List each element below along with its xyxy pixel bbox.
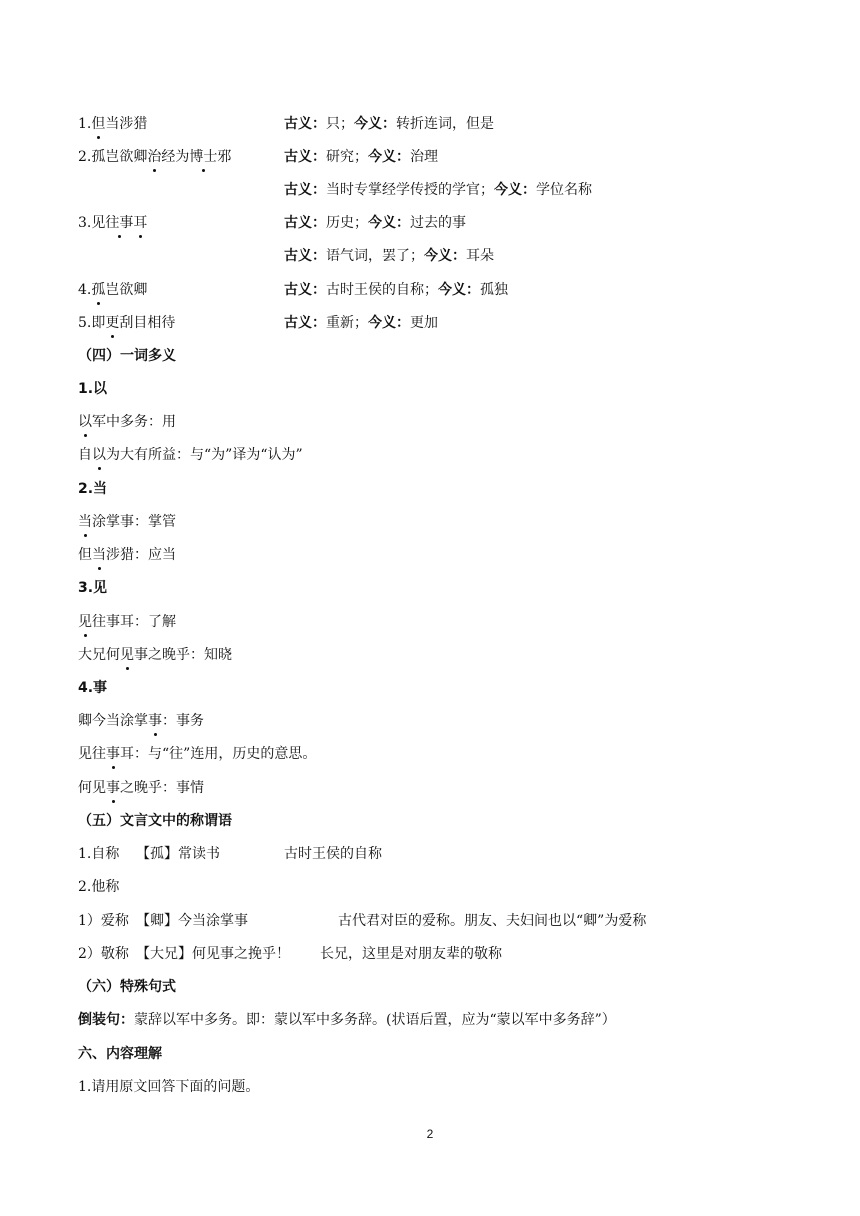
jingcheng-label: 2）敬称 (78, 946, 129, 962)
part-6-heading: 六、内容理解 (78, 1046, 162, 1062)
aicheng-meaning: 古代君对臣的爱称。朋友、夫妇间也以“卿”为爱称 (338, 913, 647, 929)
gujin-meaning-2: 古义：研究；今义：治理 (284, 149, 438, 165)
polysemy-line: 自以为大有所益：与“为”译为“认为” (78, 447, 303, 463)
gujin-word-3: 3.见往事耳 (78, 215, 148, 231)
polysemy-head-1: 1.以 (78, 381, 108, 397)
section-5-heading: （五）文言文中的称谓语 (78, 813, 232, 829)
polysemy-line: 当涂掌事：掌管 (78, 514, 176, 530)
question-1: 1.请用原文回答下面的问题。 (78, 1079, 260, 1095)
polysemy-head-2: 2.当 (78, 481, 108, 497)
gujin-word-5: 5.即更刮目相待 (78, 315, 176, 331)
polysemy-head-4: 4.事 (78, 680, 108, 696)
tacheng-label: 2.他称 (78, 879, 120, 895)
polysemy-line: 何见事之晚乎：事情 (78, 780, 204, 796)
gujin-meaning-1: 古义：只；今义：转折连词，但是 (284, 116, 494, 132)
polysemy-line: 但当涉猎：应当 (78, 547, 176, 563)
gujin-word-1: 1.但当涉猎 (78, 116, 148, 132)
section-6-heading: （六）特殊句式 (78, 979, 176, 995)
jingcheng-example: 【大兄】何见事之挽乎！ (136, 946, 290, 962)
polysemy-line: 卿今当涂掌事：事务 (78, 713, 204, 729)
gujin-meaning-4: 古义：古时王侯的自称；今义：孤独 (284, 282, 508, 298)
zicheng-meaning: 古时王侯的自称 (284, 846, 382, 862)
polysemy-line: 以军中多务：用 (78, 414, 176, 430)
polysemy-line: 大兄何见事之晚乎：知晓 (78, 647, 232, 663)
polysemy-head-3: 3.见 (78, 580, 108, 596)
polysemy-line: 见往事耳：与“往”连用，历史的意思。 (78, 746, 317, 762)
gujin-meaning-5: 古义：重新；今义：更加 (284, 315, 438, 331)
page-number: 2 (426, 1127, 434, 1141)
gujin-word-4: 4.孤岂欲卿 (78, 282, 148, 298)
gujin-word-2: 2.孤岂欲卿治经为博士邪 (78, 149, 232, 165)
zicheng-label: 1.自称 (78, 846, 120, 862)
aicheng-example: 【卿】今当涂掌事 (136, 913, 248, 929)
aicheng-label: 1）爱称 (78, 913, 129, 929)
gujin-meaning-3b: 古义：语气词，罢了；今义：耳朵 (284, 248, 494, 264)
jingcheng-meaning: 长兄，这里是对朋友辈的敬称 (320, 946, 502, 962)
inversion-sentence: 倒装句：蒙辞以军中多务。即：蒙以军中多务辞。(状语后置，应为“蒙以军中多务辞”） (78, 1012, 616, 1028)
section-4-heading: （四）一词多义 (78, 348, 176, 364)
zicheng-example: 【孤】常读书 (136, 846, 220, 862)
gujin-meaning-3: 古义：历史；今义：过去的事 (284, 215, 466, 231)
gujin-meaning-2b: 古义：当时专掌经学传授的学官；今义：学位名称 (284, 182, 592, 198)
polysemy-line: 见往事耳：了解 (78, 614, 176, 630)
